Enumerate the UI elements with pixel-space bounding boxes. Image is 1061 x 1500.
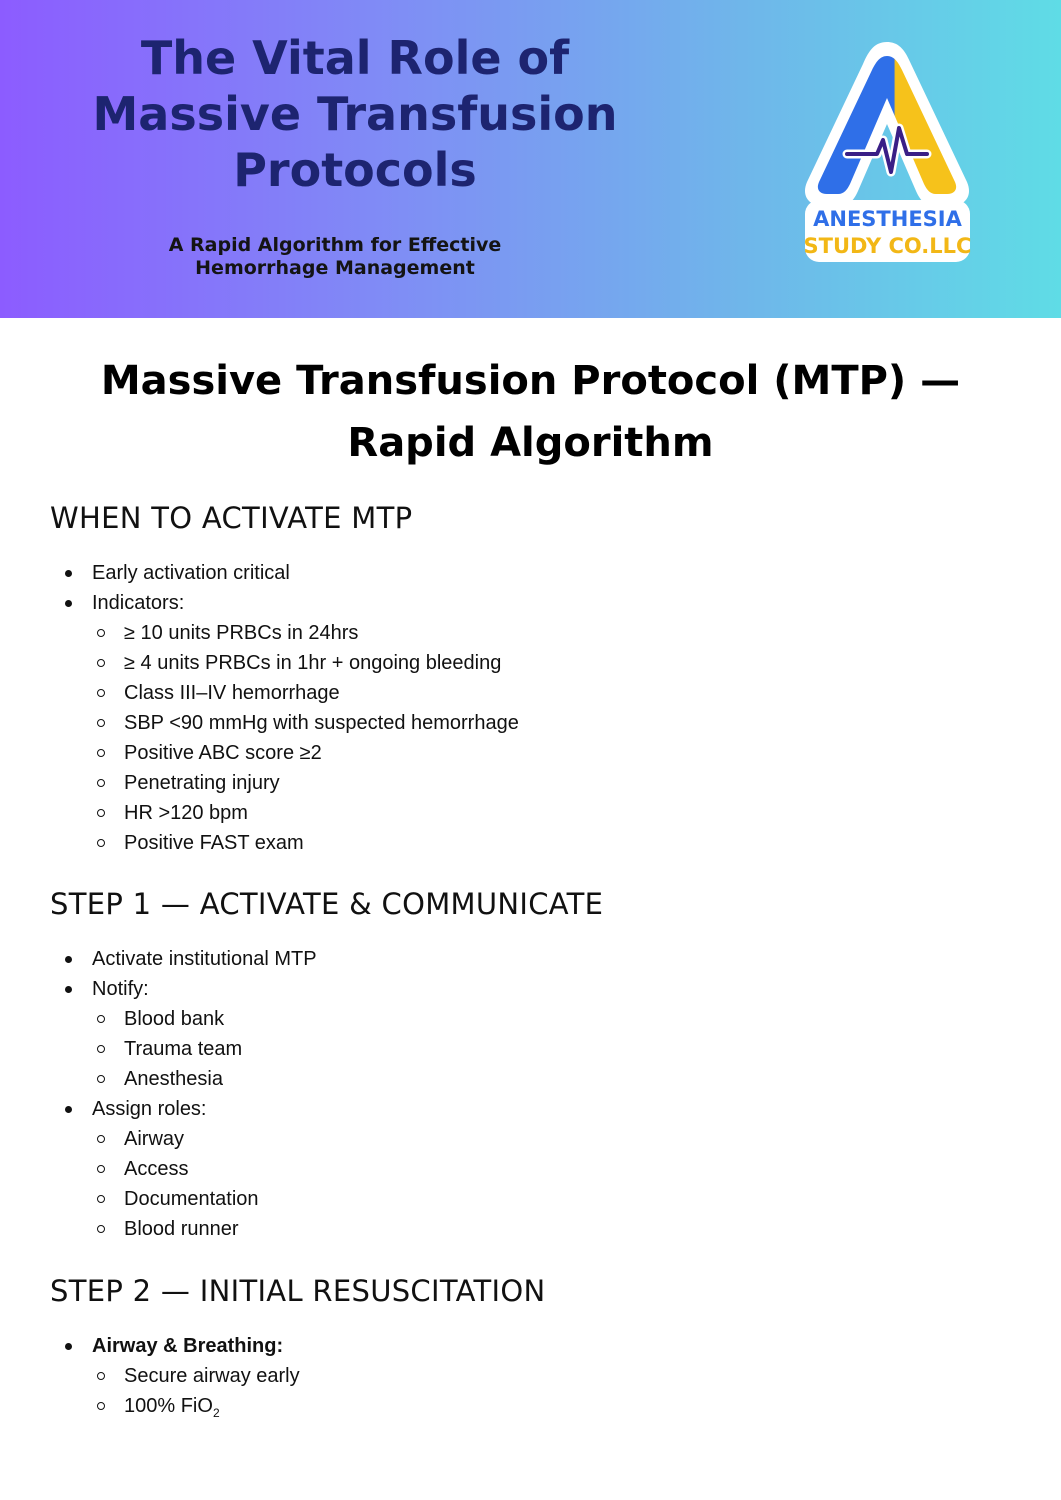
fio2-subscript: 2 <box>212 1406 220 1420</box>
sub-list-item: HR >120 bpm <box>92 798 1010 828</box>
sub-list-item <box>92 1391 1010 1428</box>
banner-title-line: Massive Transfusion <box>92 87 618 141</box>
section-step-1 <box>50 886 1010 1244</box>
sub-bullet-list <box>92 1124 1010 1244</box>
bullet-list <box>50 558 1010 858</box>
list-item <box>50 558 1010 588</box>
logo-text-line1: ANESTHESIA <box>813 207 962 231</box>
sub-list-item: Anesthesia <box>92 1064 1010 1094</box>
list-item-text: Notify: <box>92 978 149 1000</box>
sub-list-item: ≥ 10 units PRBCs in 24hrs <box>92 618 1010 648</box>
section-heading: STEP 2 — INITIAL RESUSCITATION <box>50 1274 546 1308</box>
list-item <box>50 974 1010 1094</box>
sub-list-item: Documentation <box>92 1184 1010 1214</box>
sub-list-item: Positive ABC score ≥2 <box>92 738 1010 768</box>
banner-subtitle <box>110 234 560 280</box>
page-title-line: Massive Transfusion Protocol (MTP) — <box>100 358 961 404</box>
sub-list-item: Blood bank <box>92 1004 1010 1034</box>
sub-bullet-list <box>92 1361 1010 1428</box>
sub-list-item: Positive FAST exam <box>92 828 1010 858</box>
page-title <box>40 350 1021 474</box>
banner-subtitle-line: Hemorrhage Management <box>195 257 475 279</box>
banner-title-line: The Vital Role of <box>140 31 570 85</box>
sub-bullet-list <box>92 1004 1010 1094</box>
letter-a-heartbeat-logo-icon <box>795 30 980 270</box>
bullet-list <box>50 1331 1010 1428</box>
list-item-text: Indicators: <box>92 592 185 614</box>
list-item-text: Airway & Breathing: <box>92 1335 284 1357</box>
banner-title-line: Protocols <box>233 143 477 197</box>
company-logo <box>795 30 980 270</box>
sub-bullet-list <box>92 618 1010 858</box>
sub-list-item: Blood runner <box>92 1214 1010 1244</box>
list-item <box>50 944 1010 974</box>
list-item <box>50 1094 1010 1244</box>
header-banner <box>0 0 1061 318</box>
section-heading: STEP 1 — ACTIVATE & COMMUNICATE <box>50 887 604 921</box>
sub-list-item: Secure airway early <box>92 1361 1010 1391</box>
section-when-to-activate <box>50 500 1010 858</box>
sub-list-item: SBP <90 mmHg with suspected hemorrhage <box>92 708 1010 738</box>
section-heading: WHEN TO ACTIVATE MTP <box>50 501 413 535</box>
list-item-text: Activate institutional MTP <box>92 948 317 970</box>
list-item <box>50 1331 1010 1428</box>
sub-list-item: Trauma team <box>92 1034 1010 1064</box>
list-item-text: Early activation critical <box>92 562 290 584</box>
sub-list-item: Class III–IV hemorrhage <box>92 678 1010 708</box>
bullet-list <box>50 944 1010 1244</box>
list-item-text: Assign roles: <box>92 1098 207 1120</box>
sub-list-item: Airway <box>92 1124 1010 1154</box>
sub-list-item: ≥ 4 units PRBCs in 1hr + ongoing bleeding <box>92 648 1010 678</box>
banner-subtitle-line: A Rapid Algorithm for Effective <box>168 234 502 256</box>
section-step-2 <box>50 1273 1010 1428</box>
sub-list-item: Penetrating injury <box>92 768 1010 798</box>
sub-list-item: Access <box>92 1154 1010 1184</box>
logo-text-line2: STUDY CO.LLC <box>803 234 972 258</box>
list-item <box>50 588 1010 858</box>
fio2-text: 100% FiO <box>124 1395 213 1417</box>
banner-title <box>40 30 670 198</box>
page-title-line: Rapid Algorithm <box>347 420 714 466</box>
